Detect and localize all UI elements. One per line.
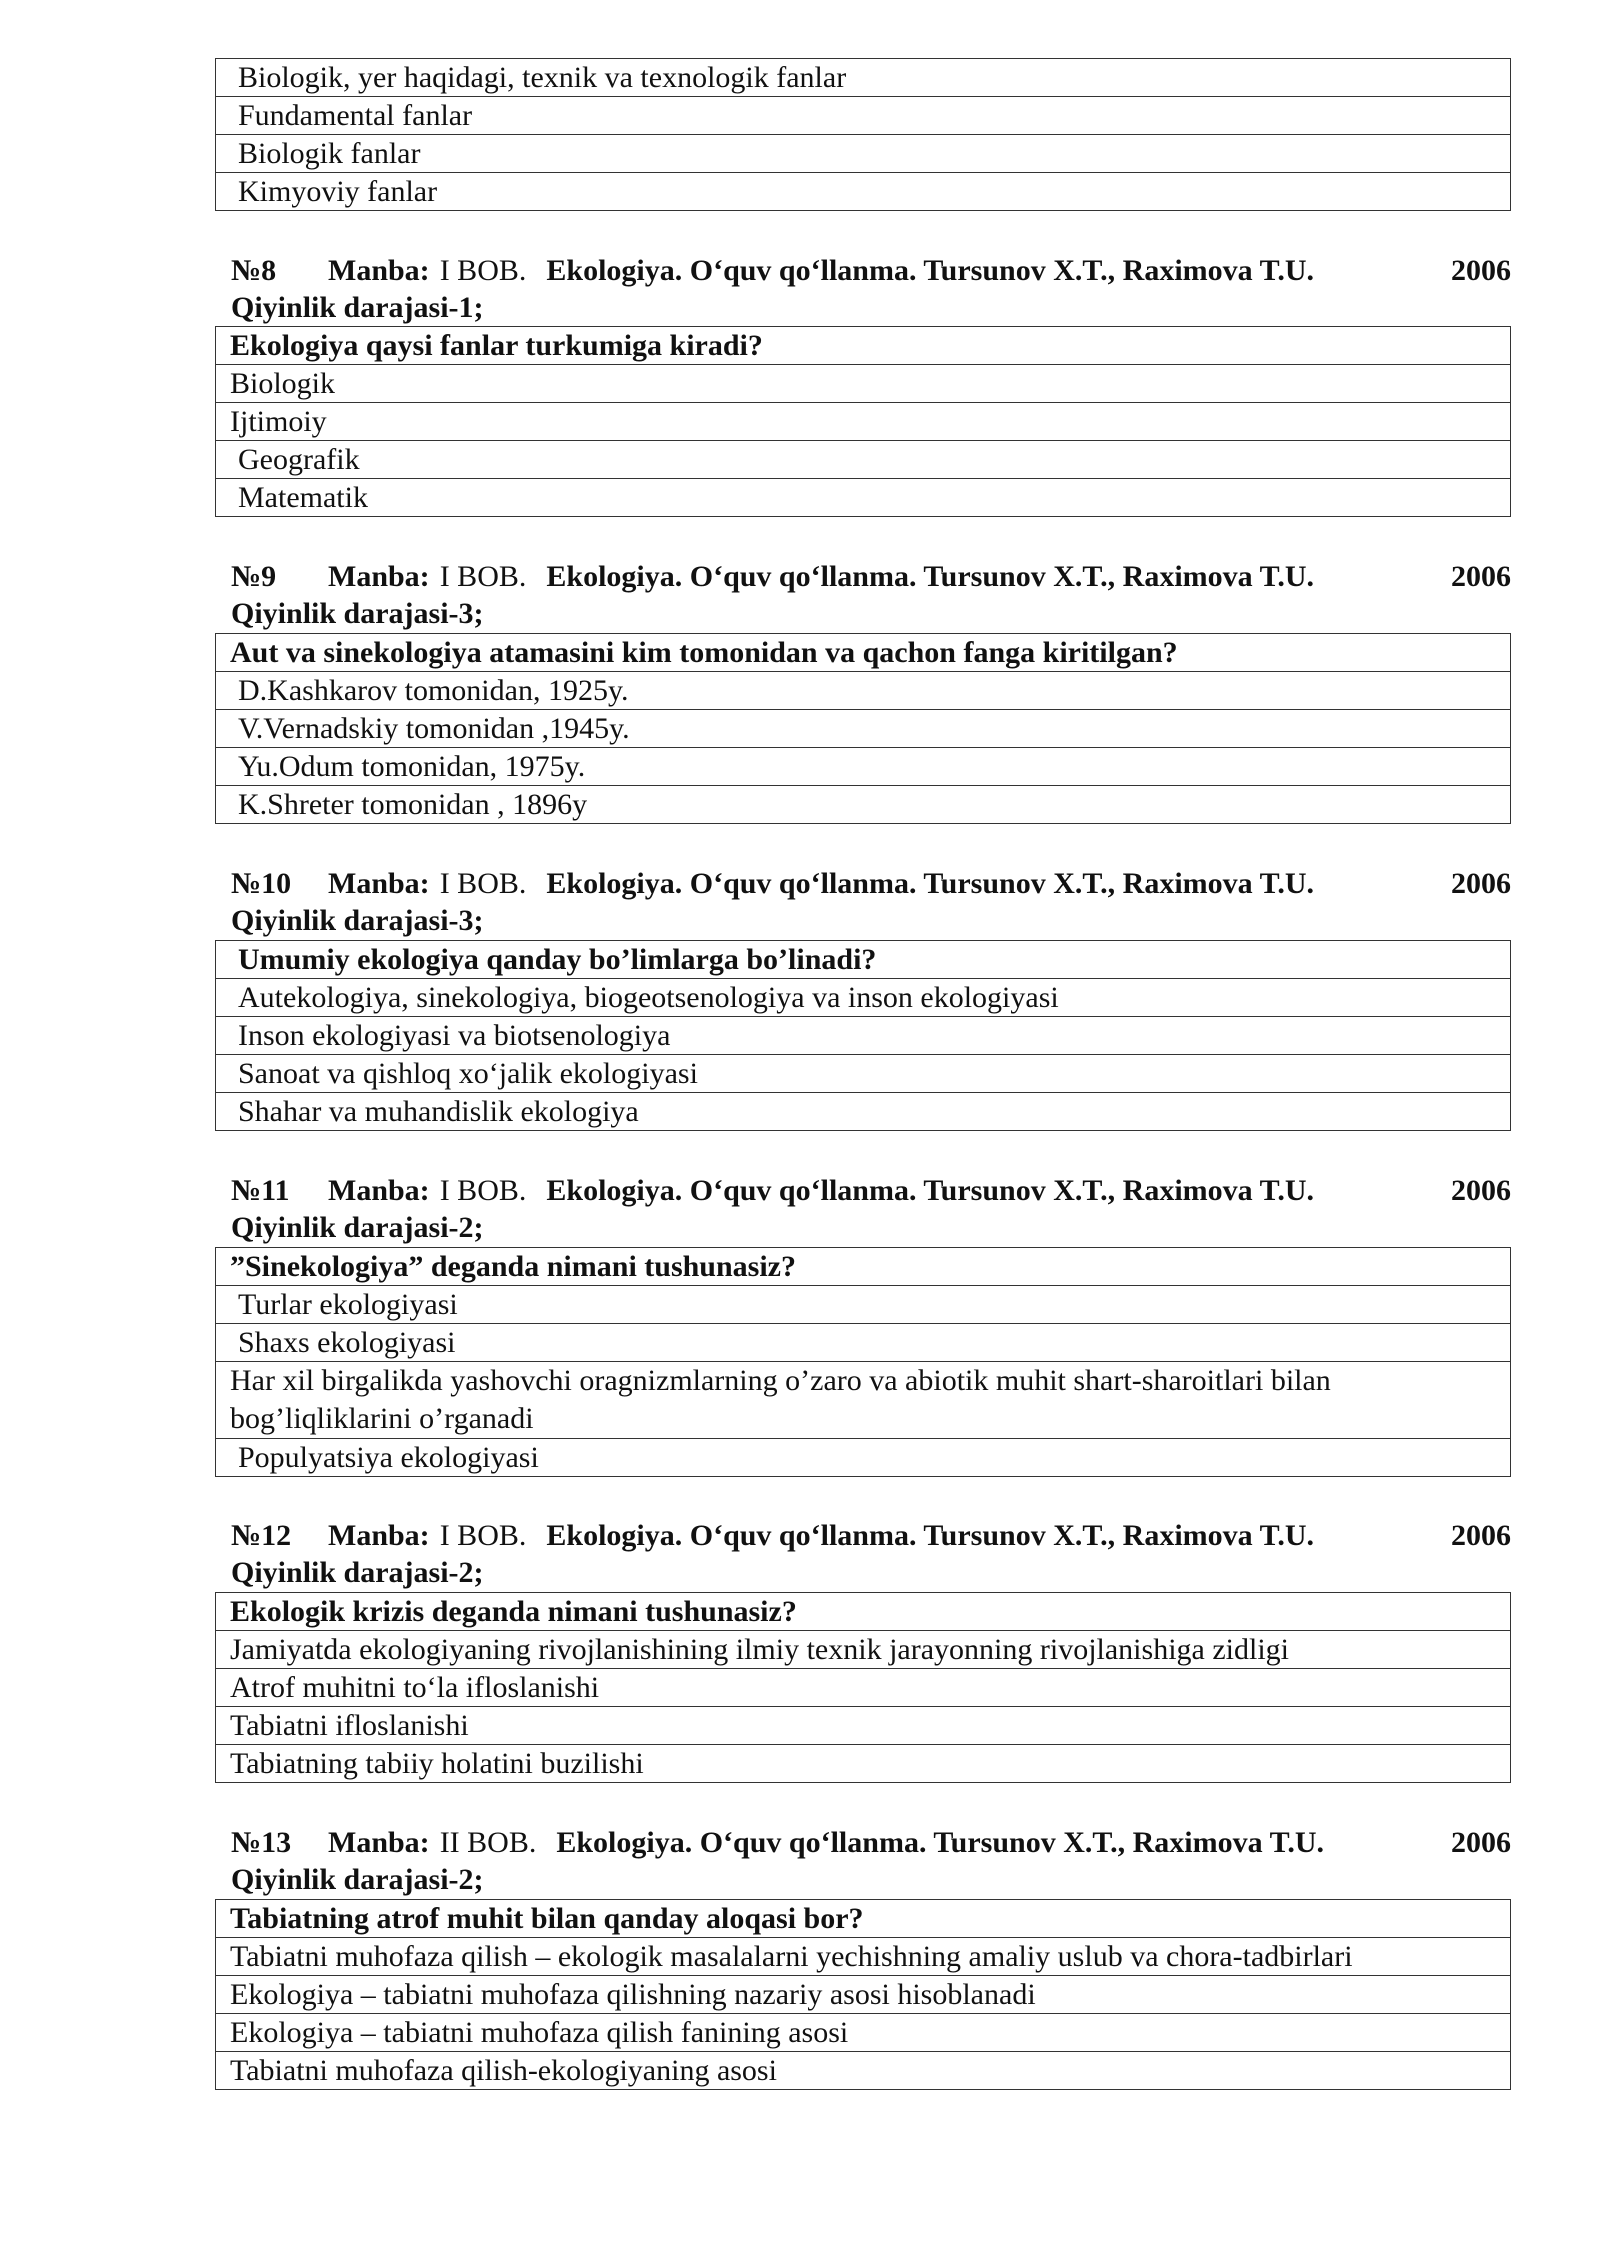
source-book: Ekologiya. O‘quv qo‘llanma. Tursunov X.T., Raximova T.U. [556, 1826, 1325, 1859]
source-year: 2006 [1451, 560, 1511, 593]
source-book: Ekologiya. O‘quv qo‘llanma. Tursunov X.T., Raximova T.U. [546, 1519, 1315, 1552]
answer-option: V.Vernadskiy tomonidan ,1945y. [216, 710, 1511, 748]
question-text: Ekologiya qaysi fanlar turkumiga kiradi? [216, 327, 1511, 365]
source-book: Ekologiya. O‘quv qo‘llanma. Tursunov X.T., Raximova T.U. [546, 560, 1315, 593]
answer-option: Tabiatni muhofaza qilish – ekologik masalalarni yechishning amaliy uslub va chora-tadbirlari [216, 1938, 1511, 1976]
question-text: ”Sinekologiya” deganda nimani tushunasiz? [216, 1248, 1511, 1286]
answer-option: Biologik, yer haqidagi, texnik va texnologik fanlar [216, 59, 1511, 97]
source-year: 2006 [1451, 867, 1511, 900]
source-book: Ekologiya. O‘quv qo‘llanma. Tursunov X.T., Raximova T.U. [546, 1174, 1315, 1207]
answer-option: Geografik [216, 441, 1511, 479]
answer-option: Tabiatning tabiiy holatini buzilishi [216, 1745, 1511, 1783]
answer-option: Matematik [216, 479, 1511, 517]
source-book: Ekologiya. O‘quv qo‘llanma. Tursunov X.T., Raximova T.U. [546, 254, 1315, 287]
source-chapter: II BOB. [439, 1826, 537, 1859]
source-year: 2006 [1451, 1826, 1511, 1859]
answer-option: Kimyoviy fanlar [216, 173, 1511, 211]
source-book: Ekologiya. O‘quv qo‘llanma. Tursunov X.T., Raximova T.U. [546, 867, 1315, 900]
question-table [215, 633, 1511, 824]
question-number: №10 [231, 867, 292, 900]
question-header [231, 558, 1511, 632]
answer-option: Autekologiya, sinekologiya, biogeotsenologiya va inson ekologiyasi [216, 979, 1511, 1017]
source-chapter: I BOB. [439, 254, 527, 287]
answer-option: Turlar ekologiyasi [216, 1286, 1511, 1324]
answers-table-continued [215, 58, 1511, 211]
question-number: №8 [231, 254, 277, 287]
answer-option: Ekologiya – tabiatni muhofaza qilishning nazariy asosi hisoblanadi [216, 1976, 1511, 2014]
question-text: Tabiatning atrof muhit bilan qanday aloqasi bor? [216, 1900, 1511, 1938]
question-number: №12 [231, 1519, 292, 1552]
question-header [231, 1517, 1511, 1591]
answer-option: Tabiatni muhofaza qilish-ekologiyaning asosi [216, 2052, 1511, 2090]
answer-option: Sanoat va qishloq xo‘jalik ekologiyasi [216, 1055, 1511, 1093]
question-text: Aut va sinekologiya atamasini kim tomonidan va qachon fanga kiritilgan? [216, 634, 1511, 672]
difficulty-level: Qiyinlik darajasi-2; [231, 1863, 484, 1896]
answer-option: Biologik [216, 365, 1511, 403]
question-text: Ekologik krizis deganda nimani tushunasiz? [216, 1593, 1511, 1631]
question-number: №13 [231, 1826, 292, 1859]
answer-option: Atrof muhitni to‘la ifloslanishi [216, 1669, 1511, 1707]
source-label: Manba: [328, 1826, 430, 1859]
answer-option: Jamiyatda ekologiyaning rivojlanishining ilmiy texnik jarayonning rivojlanishiga zidligi [216, 1631, 1511, 1669]
question-table [215, 1899, 1511, 2090]
answer-option: Tabiatni ifloslanishi [216, 1707, 1511, 1745]
answer-option: Ekologiya – tabiatni muhofaza qilish fanining asosi [216, 2014, 1511, 2052]
question-table [215, 1247, 1511, 1477]
question-header [231, 1172, 1511, 1246]
answer-option: Populyatsiya ekologiyasi [216, 1439, 1511, 1477]
source-year: 2006 [1451, 1174, 1511, 1207]
difficulty-level: Qiyinlik darajasi-2; [231, 1211, 484, 1244]
question-table [215, 326, 1511, 517]
question-text: Umumiy ekologiya qanday bo’limlarga bo’linadi? [216, 941, 1511, 979]
source-label: Manba: [328, 560, 430, 593]
answer-option: Ijtimoiy [216, 403, 1511, 441]
source-label: Manba: [328, 254, 430, 287]
source-year: 2006 [1451, 254, 1511, 287]
source-label: Manba: [328, 867, 430, 900]
source-label: Manba: [328, 1519, 430, 1552]
difficulty-level: Qiyinlik darajasi-2; [231, 1556, 484, 1589]
answer-option: K.Shreter tomonidan , 1896y [216, 786, 1511, 824]
source-chapter: I BOB. [439, 867, 527, 900]
answer-option: Yu.Odum tomonidan, 1975y. [216, 748, 1511, 786]
answer-option: Biologik fanlar [216, 135, 1511, 173]
question-table [215, 1592, 1511, 1783]
answer-option: Fundamental fanlar [216, 97, 1511, 135]
question-header [231, 252, 1511, 326]
answer-option: Shahar va muhandislik ekologiya [216, 1093, 1511, 1131]
source-year: 2006 [1451, 1519, 1511, 1552]
difficulty-level: Qiyinlik darajasi-3; [231, 597, 484, 630]
question-table [215, 940, 1511, 1131]
answer-option: D.Kashkarov tomonidan, 1925y. [216, 672, 1511, 710]
question-header [231, 865, 1511, 939]
question-header [231, 1824, 1511, 1898]
answer-option: Inson ekologiyasi va biotsenologiya [216, 1017, 1511, 1055]
difficulty-level: Qiyinlik darajasi-3; [231, 904, 484, 937]
difficulty-level: Qiyinlik darajasi-1; [231, 291, 484, 324]
answer-option: Shaxs ekologiyasi [216, 1324, 1511, 1362]
source-chapter: I BOB. [439, 1174, 527, 1207]
source-chapter: I BOB. [439, 1519, 527, 1552]
source-label: Manba: [328, 1174, 430, 1207]
question-number: №11 [231, 1174, 290, 1207]
question-number: №9 [231, 560, 277, 593]
source-chapter: I BOB. [439, 560, 527, 593]
answer-option: Har xil birgalikda yashovchi oragnizmlarning o’zaro va abiotik muhit shart-sharoitlari bilan bog’liqliklarini o’rganadi [216, 1362, 1511, 1439]
